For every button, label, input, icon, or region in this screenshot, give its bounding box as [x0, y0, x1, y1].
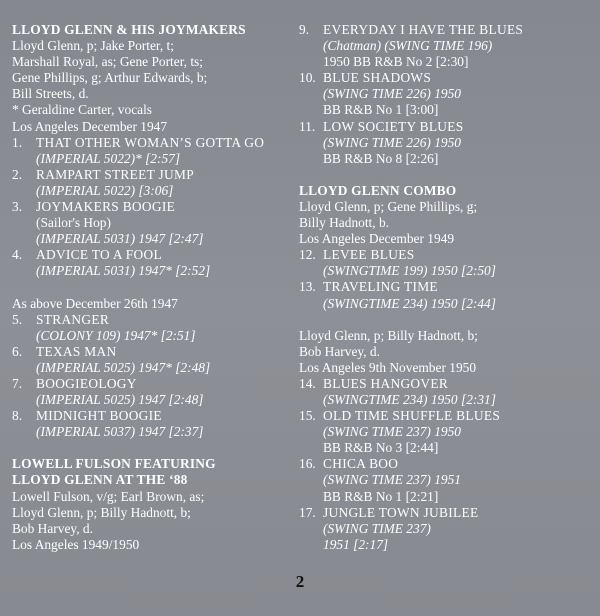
track-subtitle: (Sailor's Hop) — [36, 215, 111, 231]
track-entry — [12, 167, 297, 199]
track-body — [323, 22, 594, 70]
track-entry — [299, 70, 594, 118]
spacer — [12, 440, 297, 456]
credit-line: Marshall Royal, as; Gene Porter, ts; — [12, 54, 203, 70]
chart-position: BB R&B No 8 [2:26] — [323, 150, 439, 166]
credit-line: Los Angeles December 1949 — [299, 231, 455, 247]
track-release: (SWING TIME 237) — [323, 520, 431, 536]
track-number: 13. — [299, 279, 316, 295]
credit-line: Bob Harvey, d. — [12, 520, 93, 536]
track-entry — [12, 344, 297, 376]
credit-line: Lloyd Glenn, p; Billy Hadnott, b; — [299, 327, 478, 343]
track-number: 15. — [299, 408, 316, 424]
track-number: 8. — [12, 408, 23, 424]
track-release: (IMPERIAL 5031) 1947* [2:52] — [36, 263, 211, 279]
credit-line: Billy Hadnott, b. — [299, 215, 390, 231]
credit-line: Bob Harvey, d. — [299, 343, 380, 359]
credit-line: Los Angeles 1949/1950 — [12, 536, 140, 552]
section-heading: LLOYD GLENN AT THE ‘88 — [12, 472, 188, 488]
track-title: LEVEE BLUES — [323, 247, 415, 263]
credit-line: Gene Phillips, g; Arthur Edwards, b; — [12, 70, 208, 86]
credit-line: Lloyd Glenn, p; Gene Phillips, g; — [299, 198, 478, 214]
track-number: 17. — [299, 504, 316, 520]
track-entry — [299, 279, 594, 311]
track-title: RAMPART STREET JUMP — [36, 166, 194, 182]
track-release: (IMPERIAL 5022) [3:06] — [36, 182, 174, 198]
track-title: BLUES HANGOVER — [323, 375, 449, 391]
track-title: TEXAS MAN — [36, 343, 117, 359]
right-column — [299, 22, 594, 553]
track-number: 1. — [12, 134, 23, 150]
track-number: 16. — [299, 456, 316, 472]
track-entry — [12, 312, 297, 344]
track-number: 4. — [12, 247, 23, 263]
track-number: 14. — [299, 375, 316, 391]
credit-line: Bill Streets, d. — [12, 86, 89, 102]
section-heading: LLOYD GLENN COMBO — [299, 182, 457, 198]
track-body — [323, 376, 594, 408]
section-heading: LOWELL FULSON FEATURING — [12, 456, 216, 472]
chart-position: 1950 BB R&B No 2 [2:30] — [323, 54, 469, 70]
track-body — [36, 199, 297, 247]
track-title: TRAVELING TIME — [323, 279, 438, 295]
track-body — [323, 408, 594, 456]
track-number: 6. — [12, 343, 23, 359]
track-release: (IMPERIAL 5031) 1947 [2:47] — [36, 231, 204, 247]
credit-line: Lloyd Glenn, p; Billy Hadnott, b; — [12, 504, 191, 520]
chart-position: BB R&B No 1 [3:00] — [323, 102, 439, 118]
chart-position: BB R&B No 3 [2:44] — [323, 440, 439, 456]
track-entry — [299, 408, 594, 456]
credit-line: * Geraldine Carter, vocals — [12, 102, 153, 118]
track-body — [323, 119, 594, 167]
track-number: 3. — [12, 199, 23, 215]
credit-line: Los Angeles December 1947 — [12, 118, 168, 134]
track-release: (IMPERIAL 5025) 1947 [2:48] — [36, 392, 204, 408]
track-number: 12. — [299, 247, 316, 263]
track-body — [36, 167, 297, 199]
credit-line: Lowell Fulson, v/g; Earl Brown, as; — [12, 488, 205, 504]
track-body — [36, 344, 297, 376]
track-body — [323, 505, 594, 553]
track-entry — [12, 408, 297, 440]
track-body — [36, 247, 297, 279]
track-number: 10. — [299, 70, 316, 86]
track-title: CHICA BOO — [323, 456, 399, 472]
track-body — [36, 135, 297, 167]
page-number: 2 — [295, 572, 305, 591]
track-release: (SWING TIME 237) 1951 — [323, 472, 461, 488]
track-release: (COLONY 109) 1947* [2:51] — [36, 327, 196, 343]
track-number: 11. — [299, 118, 316, 134]
track-release: (SWINGTIME 234) 1950 [2:31] — [323, 391, 496, 407]
track-entry — [12, 247, 297, 279]
track-release: (SWINGTIME 199) 1950 [2:50] — [323, 263, 496, 279]
track-number: 2. — [12, 166, 23, 182]
track-release: (SWING TIME 226) 1950 — [323, 86, 461, 102]
track-title: EVERYDAY I HAVE THE BLUES — [323, 22, 524, 37]
track-entry — [299, 247, 594, 279]
track-release: 1951 [2:17] — [323, 536, 389, 552]
track-number: 9. — [299, 22, 310, 37]
track-number: 7. — [12, 375, 23, 391]
credit-line: Lloyd Glenn, p; Jake Porter, t; — [12, 38, 174, 54]
track-entry — [299, 456, 594, 504]
track-body — [323, 70, 594, 118]
track-body — [36, 312, 297, 344]
track-number: 5. — [12, 311, 23, 327]
track-release: (SWINGTIME 234) 1950 [2:44] — [323, 295, 496, 311]
track-entry — [12, 376, 297, 408]
left-column — [12, 22, 297, 553]
credit-line: Los Angeles 9th November 1950 — [299, 359, 477, 375]
track-entry — [12, 135, 297, 167]
track-entry — [299, 376, 594, 408]
track-title: ADVICE TO A FOOL — [36, 247, 162, 263]
track-body — [36, 376, 297, 408]
track-title: STRANGER — [36, 311, 110, 327]
track-body — [323, 456, 594, 504]
spacer — [12, 280, 297, 296]
track-title: OLD TIME SHUFFLE BLUES — [323, 408, 501, 424]
section-heading: LLOYD GLENN & HIS JOYMAKERS — [12, 22, 246, 37]
track-release: (Chatman) (SWING TIME 196) — [323, 38, 493, 54]
track-title: BLUE SHADOWS — [323, 70, 432, 86]
track-release: (IMPERIAL 5025) 1947* [2:48] — [36, 359, 211, 375]
spacer — [299, 167, 594, 183]
spacer — [299, 312, 594, 328]
track-entry — [299, 22, 594, 70]
credit-line: As above December 26th 1947 — [12, 295, 178, 311]
track-release: (SWING TIME 226) 1950 — [323, 134, 461, 150]
track-entry — [12, 199, 297, 247]
track-title: BOOGIEOLOGY — [36, 375, 137, 391]
track-entry — [299, 119, 594, 167]
track-title: LOW SOCIETY BLUES — [323, 118, 464, 134]
track-title: THAT OTHER WOMAN’S GOTTA GO — [36, 134, 265, 150]
track-title: JUNGLE TOWN JUBILEE — [323, 504, 479, 520]
track-body — [323, 279, 594, 311]
track-title: MIDNIGHT BOOGIE — [36, 408, 162, 424]
track-release: (IMPERIAL 5037) 1947 [2:37] — [36, 424, 204, 440]
track-release: (IMPERIAL 5022)* [2:57] — [36, 150, 181, 166]
track-body — [323, 247, 594, 279]
track-release: (SWING TIME 237) 1950 — [323, 424, 461, 440]
track-body — [36, 408, 297, 440]
track-entry — [299, 505, 594, 553]
chart-position: BB R&B No 1 [2:21] — [323, 488, 439, 504]
track-title: JOYMAKERS BOOGIE — [36, 199, 176, 215]
